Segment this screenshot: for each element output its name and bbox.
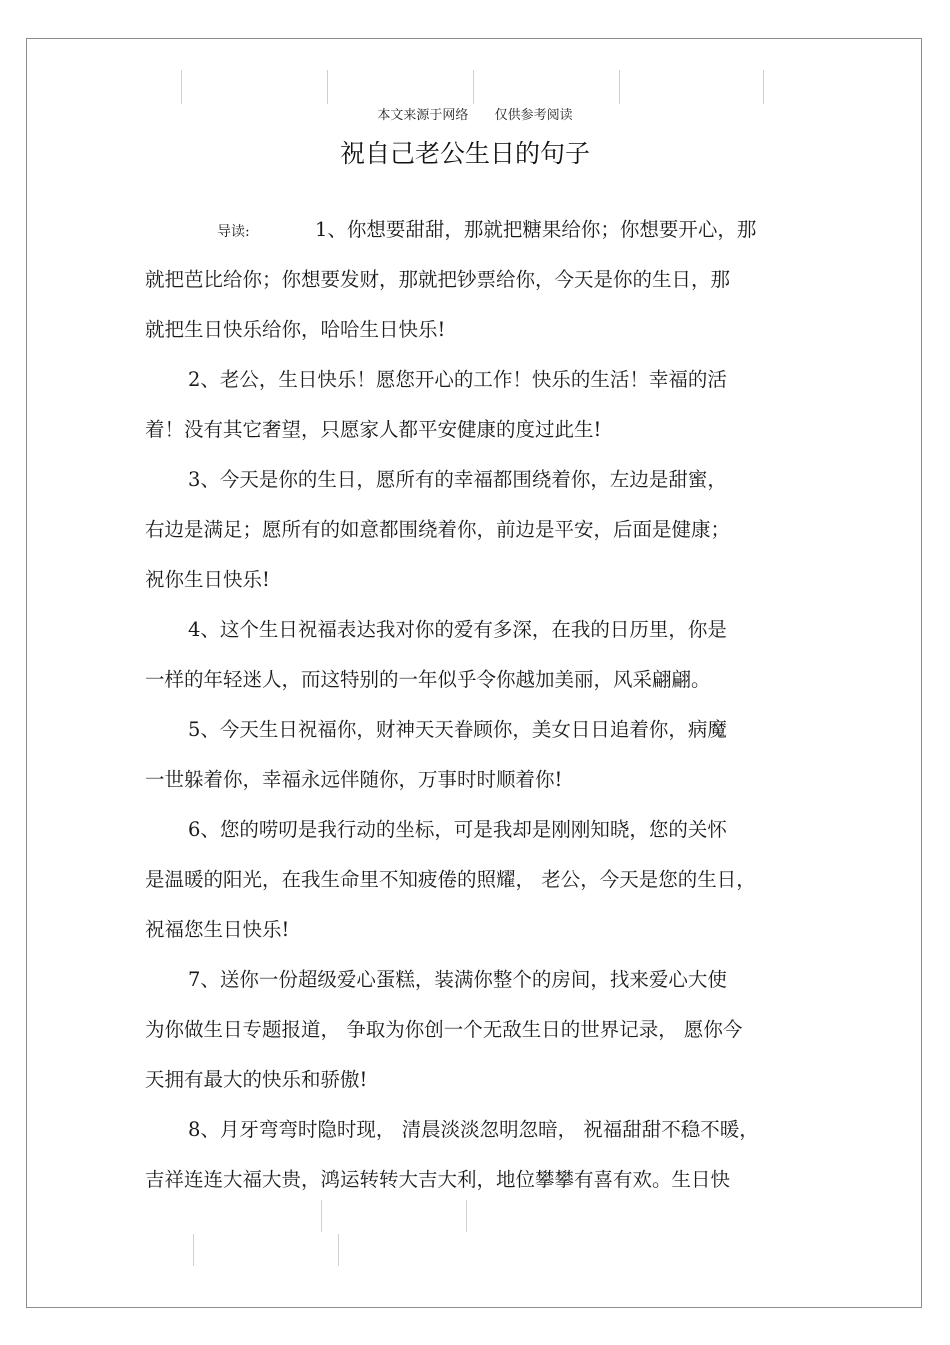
paragraph-line: 一世躲着你，幸福永远伴随你，万事时时顺着你! — [145, 768, 563, 791]
paragraph-line: 1、你想要甜甜，那就把糖果给你；你想要开心，那 — [315, 218, 757, 241]
paragraph-line: 就把生日快乐给你，哈哈生日快乐! — [145, 318, 446, 341]
paragraph-line: 天拥有最大的快乐和骄傲! — [145, 1068, 368, 1091]
paragraph-line: 吉祥连连大福大贵，鸿运转转大吉大利，地位攀攀有喜有欢。生日快 — [145, 1168, 731, 1191]
paragraph-line: 着！没有其它奢望，只愿家人都平安健康的度过此生! — [145, 418, 602, 441]
paragraph-line: 祝你生日快乐! — [145, 568, 270, 591]
top-tick-mark — [763, 70, 764, 104]
paragraph-line: 2、老公，生日快乐！愿您开心的工作！快乐的生活！幸福的活 — [188, 368, 727, 391]
document-body — [145, 205, 815, 1205]
source-note: 本文来源于网络 — [377, 108, 469, 123]
paragraph-line: 7、送你一份超级爱心蛋糕，装满你整个的房间，找来爱心大使 — [188, 968, 727, 991]
bottom-tick-mark — [193, 1234, 194, 1266]
paragraph-line: 5、今天生日祝福你，财神天天眷顾你，美女日日追着你，病魔 — [188, 718, 727, 741]
reference-note: 仅供参考阅读 — [494, 108, 573, 123]
paragraph-line: 6、您的唠叨是我行动的坐标，可是我却是刚刚知晓，您的关怀 — [188, 818, 727, 841]
paragraph-line: 为你做生日专题报道， 争取为你创一个无敌生日的世界记录， 愿你今 — [145, 1018, 743, 1041]
intro-label: 导读: — [217, 224, 250, 240]
intro-line — [145, 205, 815, 255]
paragraph-line: 3、今天是你的生日，愿所有的幸福都围绕着你，左边是甜蜜， — [188, 468, 727, 491]
page-title: 祝自己老公生日的句子 — [339, 139, 590, 168]
paragraph-line: 4、这个生日祝福表达我对你的爱有多深，在我的日历里，你是 — [188, 618, 727, 641]
top-tick-mark — [327, 70, 328, 104]
paragraph-line: 祝福您生日快乐! — [145, 918, 290, 941]
paragraph-line: 右边是满足；愿所有的如意都围绕着你，前边是平安，后面是健康； — [145, 518, 731, 541]
header-note — [0, 104, 950, 123]
top-tick-mark — [181, 70, 182, 104]
paragraph-line: 是温暖的阳光，在我生命里不知疲倦的照耀， 老公，今天是您的生日， — [145, 868, 756, 891]
top-tick-mark — [473, 70, 474, 104]
paragraph-line: 一样的年轻迷人，而这特别的一年似乎令你越加美丽，风采翩翩。 — [145, 668, 711, 691]
paragraph-line: 8、月牙弯弯时隐时现， 清晨淡淡忽明忽暗， 祝福甜甜不稳不暖， — [188, 1118, 759, 1141]
bottom-tick-mark — [338, 1234, 339, 1266]
paragraph-line: 就把芭比给你；你想要发财，那就把钞票给你，今天是你的生日，那 — [145, 268, 731, 291]
top-tick-mark — [619, 70, 620, 104]
